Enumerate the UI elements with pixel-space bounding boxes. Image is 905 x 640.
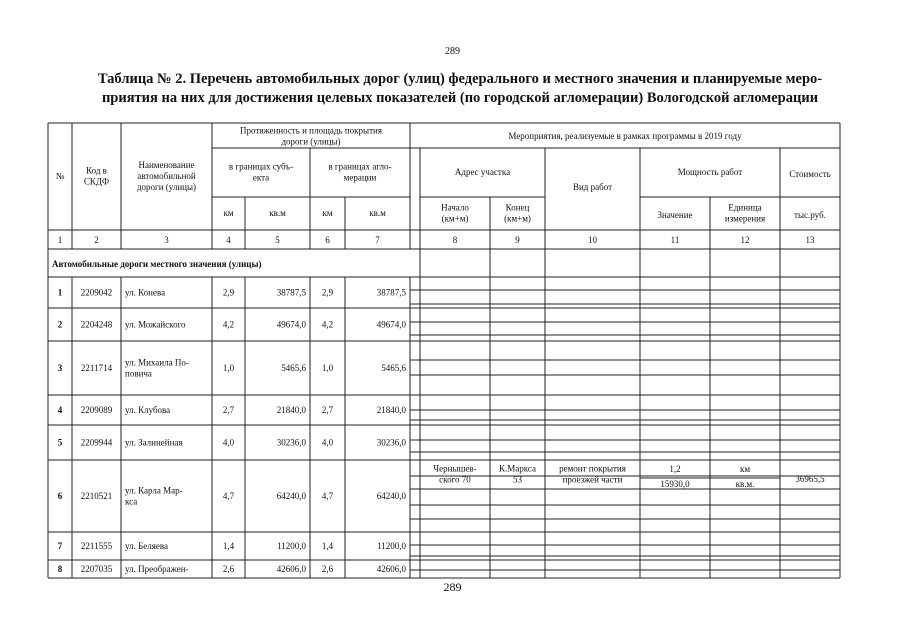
header-name: Наименование [138,160,195,170]
row-sqm-agglomeration: 64240,0 [376,491,406,501]
col-number: 2 [94,235,99,245]
header-km-1: км [223,208,234,218]
row-number: 7 [57,541,63,551]
row-number: 2 [57,319,63,330]
row-km-agglomeration: 2,9 [321,287,334,298]
row-sqm-subject: 64240,0 [276,491,306,501]
row-sqm-subject: 5465,6 [281,363,306,373]
header-length-area: Протяженность и площадь покрытия [240,125,382,136]
row-number: 1 [57,287,63,298]
header-work-type: Вид работ [572,182,613,192]
row-code: 2211714 [80,363,113,373]
col-number: 4 [226,235,231,245]
row-km-subject: 2,6 [222,564,235,574]
header-measures: Мероприятия, реализуемые в рамках программы в 2019 году [508,131,742,141]
row-code: 2207035 [80,564,113,574]
row-number: 6 [57,491,63,501]
header-value: Значение [657,210,693,220]
row-km-agglomeration: 4,2 [321,319,334,330]
row-sqm-agglomeration: 49674,0 [376,319,406,330]
row-road-name: кса [125,496,138,507]
row-km-subject: 4,0 [222,437,235,448]
header-unit: Единица [728,202,762,213]
row-km-subject: 2,9 [222,287,235,298]
row-km-subject: 1,0 [222,363,235,373]
row-code: 2211555 [80,541,113,551]
row-road-name: ул. Преображен- [125,564,189,574]
row-sqm-agglomeration: 42606,0 [376,564,406,574]
row-end-address: К.Маркса [499,463,536,474]
header-within-agglomeration: в границах агло- [328,161,392,172]
col-number: 6 [325,235,330,245]
row-sqm-agglomeration: 30236,0 [376,437,406,448]
table-title-line-1: Таблица № 2. Перечень автомобильных дорог (улиц) федерального и местного значения и планируемые меро- [97,71,823,87]
header-within-subject: екта [252,172,270,183]
row-sqm-subject: 38787,5 [276,287,306,298]
row-road-name: ул. Михаила По- [125,357,189,368]
row-work-type: ремонт покрытия [559,463,626,474]
row-sqm-agglomeration: 5465,6 [381,363,406,373]
row-sqm-subject: 11200,0 [277,541,306,551]
header-within-agglomeration: мерации [343,172,377,183]
col-number: 1 [57,235,63,245]
row-unit: км [739,464,751,474]
col-number: 8 [452,235,458,245]
header-name: автомобильной [137,171,196,181]
row-code: 2210521 [80,491,113,501]
row-code: 2209944 [80,437,113,448]
section-title: Автомобильные дороги местного значения (улицы) [52,259,262,269]
row-start-address: ского 70 [439,474,471,485]
header-num: № [55,171,65,181]
row-road-name: ул. Карла Мар- [125,485,183,496]
page-number-top: 289 [445,46,460,57]
table-cells [52,126,831,575]
col-number: 3 [164,235,169,245]
row-sqm-agglomeration: 38787,5 [376,287,406,298]
row-unit: кв.м. [735,479,755,489]
row-value: 15930,0 [660,479,690,489]
header-address: Адрес участка [454,167,511,177]
header-capacity: Мощность работ [677,167,743,177]
row-sqm-agglomeration: 21840,0 [376,405,406,415]
col-number: 5 [275,235,280,245]
row-start-address: Чернышев- [433,463,477,474]
header-cost-unit: тыс.руб. [794,210,826,220]
col-number: 10 [588,235,597,245]
row-km-subject: 4,7 [222,491,235,501]
header-km-2: км [322,208,333,218]
row-cost: 36965,5 [795,474,825,484]
header-end: Конец [505,202,530,213]
row-code: 2209089 [80,405,113,415]
row-road-name: повича [125,368,152,379]
row-sqm-agglomeration: 11200,0 [377,541,406,551]
header-within-subject: в границах субъ- [228,161,294,172]
row-number: 3 [57,363,63,373]
row-value: 1,2 [669,464,681,474]
row-end-address: 53 [513,474,522,485]
row-km-agglomeration: 1,0 [321,363,334,373]
header-length-area: дороги (улицы) [281,136,341,147]
row-road-name: ул. Можайского [125,319,186,330]
header-code: СКДФ [83,176,110,187]
row-km-subject: 4,2 [222,319,235,330]
header-start: Начало [441,202,469,213]
row-km-subject: 2,7 [222,405,235,415]
page-number-bottom: 289 [443,580,462,594]
table-title-line-2: приятия на них для достижения целевых показателей (по городской агломерации) Вологодской агломерации [101,90,819,106]
header-start: (км+м) [441,213,469,224]
row-sqm-subject: 42606,0 [276,564,306,574]
row-km-agglomeration: 2,6 [321,564,334,574]
col-number: 9 [515,235,520,245]
row-number: 8 [57,564,63,574]
row-road-name: ул. Залинейная [125,437,183,448]
row-sqm-subject: 49674,0 [276,319,306,330]
row-km-agglomeration: 2,7 [321,405,334,415]
header-sqm-1: кв.м [269,208,286,218]
row-number: 4 [57,405,63,415]
header-sqm-2: кв.м [369,208,386,218]
header-unit: измерения [724,213,766,224]
col-number: 7 [375,235,380,245]
header-cost: Стоимость [789,169,831,179]
row-code: 2204248 [80,319,113,330]
row-road-name: ул. Клубова [125,405,171,415]
row-km-agglomeration: 4,7 [321,491,334,501]
col-number: 13 [805,235,815,245]
row-code: 2209042 [80,287,113,298]
row-km-agglomeration: 1,4 [321,541,334,551]
header-end: (км+м) [504,213,531,224]
row-road-name: ул. Беляева [125,541,169,551]
row-number: 5 [57,437,63,448]
col-number: 12 [740,235,750,245]
row-sqm-subject: 21840,0 [276,405,306,415]
row-sqm-subject: 30236,0 [276,437,306,448]
header-code: Код в [86,165,107,176]
row-work-type: проезжей части [562,474,623,485]
row-km-agglomeration: 4,0 [321,437,334,448]
row-km-subject: 1,4 [222,541,235,551]
col-number: 11 [670,235,680,245]
row-road-name: ул. Конева [125,287,166,298]
header-name: дороги (улицы) [136,182,197,192]
